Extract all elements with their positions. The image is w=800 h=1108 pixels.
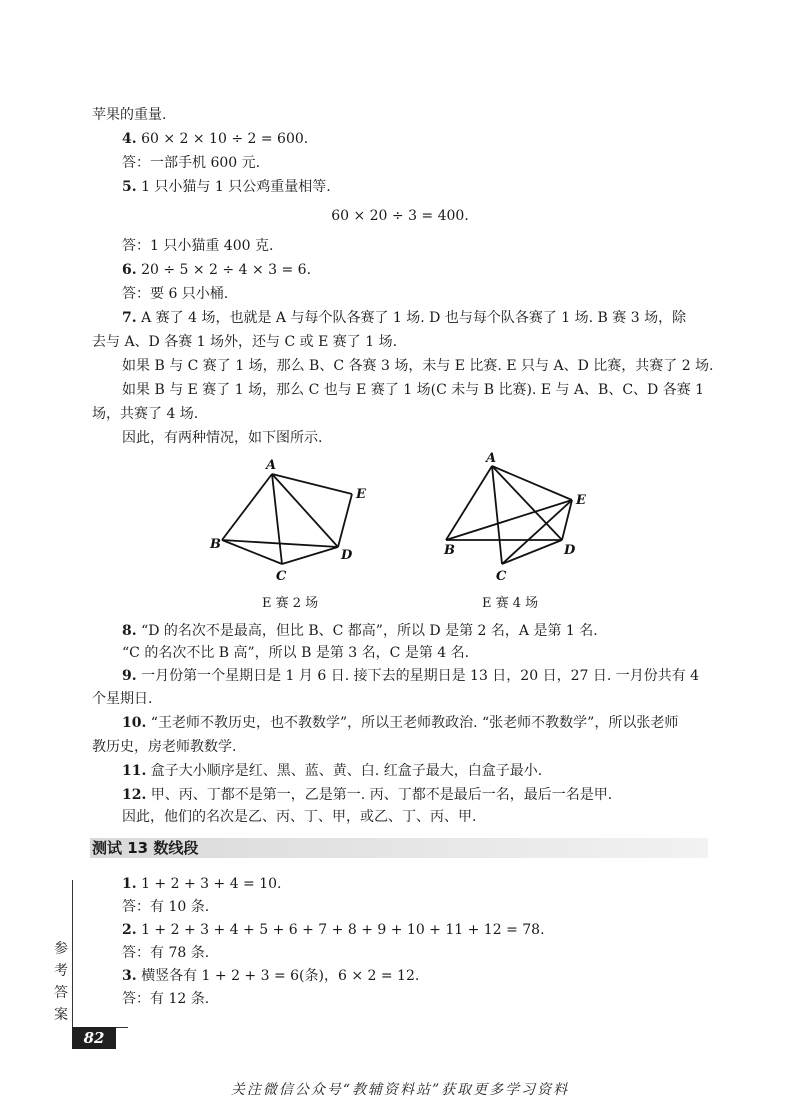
- item-number: 5.: [122, 179, 137, 195]
- equation: 60 × 20 ÷ 3 = 400.: [331, 208, 469, 224]
- edge-ad: [272, 474, 338, 547]
- text-line: 1 + 2 + 3 + 4 = 10.: [136, 876, 282, 892]
- edge-de: [562, 500, 572, 540]
- answer-9: [122, 666, 699, 686]
- answer-12: [122, 785, 612, 805]
- vertex-label-a: A: [486, 452, 497, 466]
- edge-ae: [272, 474, 352, 494]
- vertex-label-c: C: [276, 569, 287, 584]
- text-line: 如果 B 与 E 赛了 1 场，那么 C 也与 E 赛了 1 场(C 未与 B 比赛). E 与 A、B、C、D 各赛 1: [122, 382, 705, 398]
- item-number: 10.: [122, 715, 147, 731]
- footer-note: 关注微信公众号“教辅资料站”获取更多学习资料: [230, 1082, 570, 1098]
- section-title: 测试 13 数线段: [92, 839, 199, 857]
- answer-s3: [122, 966, 419, 986]
- answer-5: [122, 177, 331, 197]
- edge-cd: [502, 540, 562, 564]
- text-line: 20 ÷ 5 × 2 ÷ 4 × 3 = 6.: [136, 262, 312, 278]
- vertex-label-c: C: [496, 569, 507, 584]
- text-line: 1 + 2 + 3 + 4 + 5 + 6 + 7 + 8 + 9 + 10 + 11 + 12 = 78.: [136, 922, 545, 938]
- vertex-label-e: E: [356, 487, 366, 502]
- text-line: 1 只小猫与 1 只公鸡重量相等.: [136, 179, 331, 195]
- item-number: 7.: [122, 310, 137, 326]
- vertex-label-a: A: [266, 458, 277, 473]
- text-line: 因此，他们的名次是乙、丙、丁、甲，或乙、丁、丙、甲.: [122, 809, 477, 825]
- text-line: 教历史，房老师教数学.: [92, 739, 237, 755]
- answer-8: [122, 621, 598, 641]
- text-line: 答：有 12 条.: [122, 991, 210, 1007]
- side-label: 参考答案: [54, 941, 68, 1023]
- text-line: 60 × 2 × 10 ÷ 2 = 600.: [136, 131, 309, 147]
- text-line: 盒子大小顺序是红、黑、蓝、黄、白. 红盒子最大，白盒子最小.: [146, 763, 543, 779]
- figure-caption-right: E 赛 4 场: [482, 596, 539, 611]
- text-line: 一月份第一个星期日是 1 月 6 日. 接下去的星期日是 13 日，20 日，27 日. 一月份共有 4: [136, 668, 700, 684]
- text-line: 去与 A、D 各赛 1 场外，还与 C 或 E 赛了 1 场.: [92, 334, 398, 350]
- vertex-label-b: B: [444, 543, 455, 558]
- diagram-svg: [190, 452, 610, 622]
- item-number: 2.: [122, 922, 137, 938]
- answer-6: [122, 260, 311, 280]
- answer-11: [122, 761, 542, 781]
- diagram-right-edges: [446, 466, 572, 564]
- edge-ac: [492, 466, 502, 564]
- text-line: “D 的名次不是最高，但比 B、C 都高”，所以 D 是第 2 名，A 是第 1 名.: [136, 623, 598, 639]
- match-diagrams: [190, 452, 610, 622]
- vertex-label-d: D: [341, 548, 353, 563]
- text-line: 答：有 10 条.: [122, 899, 210, 915]
- edge-be: [446, 500, 572, 540]
- edge-cd: [282, 547, 338, 564]
- edge-ac: [272, 474, 282, 564]
- item-number: 12.: [122, 787, 147, 803]
- vertex-label-e: E: [576, 493, 586, 508]
- figure-caption-left: E 赛 2 场: [262, 596, 319, 611]
- item-number: 6.: [122, 262, 137, 278]
- vertex-label-b: B: [210, 537, 221, 552]
- answer-s1: [122, 874, 282, 894]
- text-line: A 赛了 4 场，也就是 A 与每个队各赛了 1 场. D 也与每个队各赛了 1 场. B 赛 3 场，除: [136, 310, 687, 326]
- text-line: “C 的名次不比 B 高”，所以 B 是第 3 名，C 是第 4 名.: [122, 645, 470, 661]
- text-line: 如果 B 与 C 赛了 1 场，那么 B、C 各赛 3 场，未与 E 比赛. E 只与 A、D 比赛，共赛了 2 场.: [122, 358, 714, 374]
- edge-ce: [502, 500, 572, 564]
- answer-s2: [122, 920, 545, 940]
- edge-ae: [492, 466, 572, 500]
- text-line: 因此，有两种情况，如下图所示.: [122, 430, 323, 446]
- vertex-label-d: D: [564, 543, 576, 558]
- margin-rule: [72, 880, 73, 1030]
- text-line: 苹果的重量.: [92, 107, 167, 123]
- text-line: 场，共赛了 4 场.: [92, 406, 199, 422]
- item-number: 8.: [122, 623, 137, 639]
- text-line: 答：要 6 只小桶.: [122, 286, 229, 302]
- edge-ab: [222, 474, 272, 540]
- text-line: 答：有 78 条.: [122, 945, 210, 961]
- text-line: 答：1 只小猫重 400 克.: [122, 238, 274, 254]
- edge-ad: [492, 466, 562, 540]
- edge-ab: [446, 466, 492, 540]
- text-line: 答：一部手机 600 元.: [122, 155, 261, 171]
- item-number: 1.: [122, 876, 137, 892]
- item-number: 4.: [122, 131, 137, 147]
- page-number: 82: [72, 1027, 116, 1049]
- answer-4: [122, 129, 308, 149]
- answer-7: [122, 308, 686, 328]
- diagram-left-edges: [222, 474, 352, 564]
- text-line: 个星期日.: [92, 691, 153, 707]
- item-number: 3.: [122, 968, 137, 984]
- text-line: 横竖各有 1 + 2 + 3 = 6(条)，6 × 2 = 12.: [136, 968, 420, 984]
- answer-10: [122, 713, 678, 733]
- text-line: 甲、丙、丁都不是第一，乙是第一. 丙、丁都不是最后一名，最后一名是甲.: [146, 787, 613, 803]
- text-line: “王老师不教历史，也不教数学”，所以王老师教政治. “张老师不教数学”，所以张老师: [146, 715, 679, 731]
- item-number: 11.: [122, 763, 147, 779]
- item-number: 9.: [122, 668, 137, 684]
- edge-de: [338, 494, 352, 547]
